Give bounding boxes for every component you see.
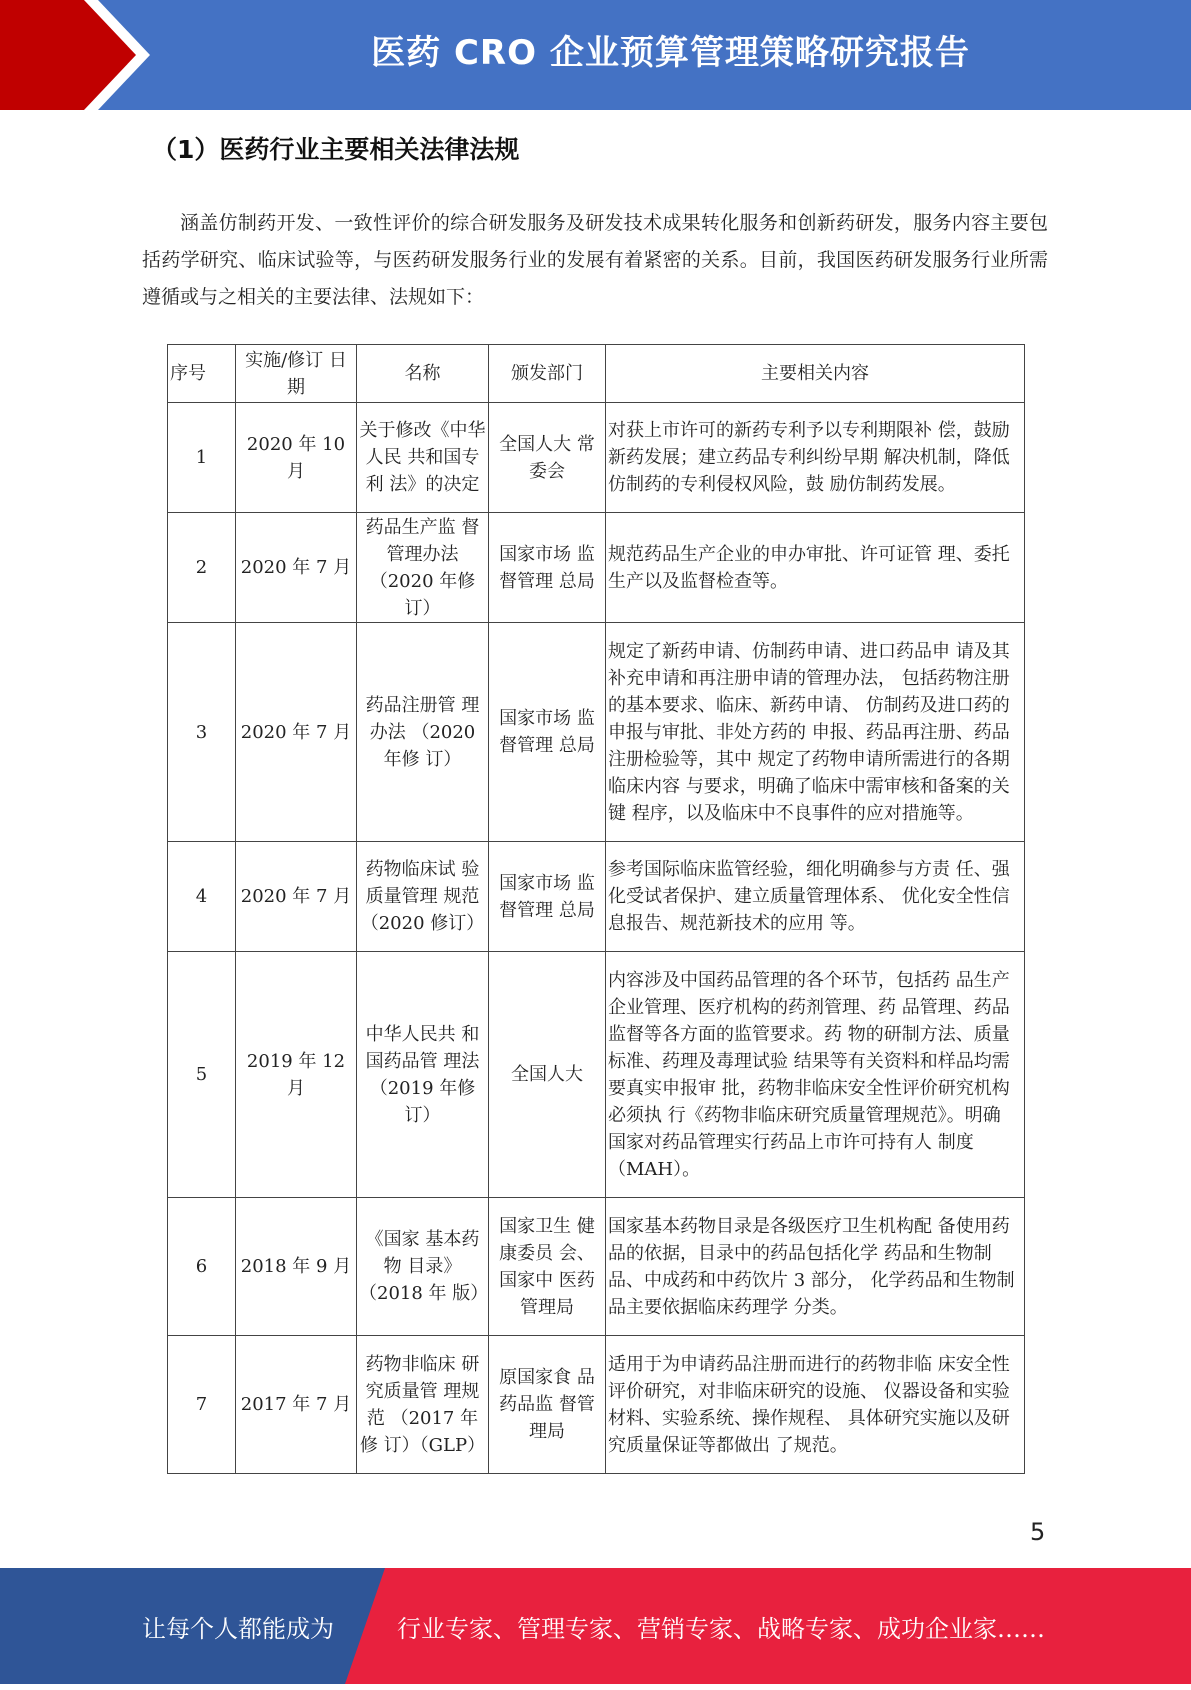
table-row [168,1198,1025,1336]
header-title: 医药 CRO 企业预算管理策略研究报告 [371,33,970,73]
row-dept: 全国人大 常委会 [489,403,606,513]
row-name: 关于修改《中华人民 共和国专利 法》的决定 [357,403,489,513]
row-dept: 原国家食 品药品监 督管理局 [489,1336,606,1474]
row-name: 中华人民共 和国药品管 理法 （2019 年修 订） [357,952,489,1198]
row-content: 内容涉及中国药品管理的各个环节，包括药 品生产企业管理、医疗机构的药剂管理、药 品管理、药品监督等各方面的监管要求。药 物的研制方法、质量标准、药理及毒理试验 结果等有关资料和样品均需要真实申报审 批，药物非临床安全性评价研究机构必须执 行《药物非临床研究质量管理规范》。明确 国家对药品管理实行药品上市许可持有人 制度（MAH）。 [606,952,1025,1198]
table-header-row [168,345,1025,403]
header-no: 序号 [168,345,236,403]
header-date: 实施/修订 日期 [236,345,357,403]
page-number: 5 [1030,1518,1046,1546]
row-date: 2020 年 7 月 [236,513,357,623]
row-no: 3 [168,623,236,842]
row-no: 2 [168,513,236,623]
row-dept: 国家市场 监督管理 总局 [489,623,606,842]
row-date: 2020 年 7 月 [236,623,357,842]
table-row [168,952,1025,1198]
row-dept: 国家卫生 健康委员 会、国家中 医药管理局 [489,1198,606,1336]
row-content: 规定了新药申请、仿制药申请、进口药品申 请及其补充申请和再注册申请的管理办法， 包括药物注册的基本要求、临床、新药申请、 仿制药及进口药的申报与审批、非处方药的 申报、药品再注册、药品注册检验等，其中 规定了药物申请所需进行的各期临床内容 与要求，明确了临床中需审核和备案的关键 程序，以及临床中不良事件的应对措施等。 [606,623,1025,842]
table-row [168,1336,1025,1474]
page-header [0,0,1191,110]
header-name: 名称 [357,345,489,403]
row-no: 1 [168,403,236,513]
header-content: 主要相关内容 [606,345,1025,403]
row-dept: 国家市场 监督管理 总局 [489,513,606,623]
row-content: 参考国际临床监管经验，细化明确参与方责 任、强化受试者保护、建立质量管理体系、 优化安全性信息报告、规范新技术的应用 等。 [606,842,1025,952]
row-no: 6 [168,1198,236,1336]
row-name: 药品生产监 督管理办法 （2020 年修 订） [357,513,489,623]
row-content: 国家基本药物目录是各级医疗卫生机构配 备使用药品的依据，目录中的药品包括化学 药品和生物制品、中成药和中药饮片 3 部分， 化学药品和生物制品主要依据临床药理学 分类。 [606,1198,1025,1336]
section-title: （1）医药行业主要相关法律法规 [152,135,520,164]
row-content: 适用于为申请药品注册而进行的药物非临 床安全性评价研究，对非临床研究的设施、 仪器设备和实验材料、实验系统、操作规程、 具体研究实施以及研究质量保证等都做出 了规范。 [606,1336,1025,1474]
row-date: 2017 年 7 月 [236,1336,357,1474]
table-row [168,513,1025,623]
row-date: 2020 年 10 月 [236,403,357,513]
row-date: 2019 年 12 月 [236,952,357,1198]
table-row [168,403,1025,513]
footer-slogan-left: 让每个人都能成为 [142,1615,334,1643]
footer-slogan-right: 行业专家、管理专家、营销专家、战略专家、成功企业家…… [397,1615,1045,1643]
intro-paragraph: 涵盖仿制药开发、一致性评价的综合研发服务及研发技术成果转化服务和创新药研发，服务内容主要包括药学研究、临床试验等，与医药研发服务行业的发展有着紧密的关系。目前，我国医药研发服务行业所需遵循或与之相关的主要法律、法规如下： [142,212,1048,308]
row-dept: 国家市场 监督管理 总局 [489,842,606,952]
row-name: 药品注册管 理办法 （2020 年修 订） [357,623,489,842]
row-no: 5 [168,952,236,1198]
row-no: 7 [168,1336,236,1474]
row-content: 对获上市许可的新药专利予以专利期限补 偿，鼓励新药发展；建立药品专利纠纷早期 解决机制，降低仿制药的专利侵权风险，鼓 励仿制药发展。 [606,403,1025,513]
regulations-table [167,344,1025,1474]
row-name: 药物临床试 验质量管理 规范（2020 修订） [357,842,489,952]
table-row [168,623,1025,842]
row-content: 规范药品生产企业的申办审批、许可证管 理、委托生产以及监督检查等。 [606,513,1025,623]
row-dept: 全国人大 [489,952,606,1198]
page-footer [0,1568,1191,1684]
row-no: 4 [168,842,236,952]
row-date: 2018 年 9 月 [236,1198,357,1336]
table-row [168,842,1025,952]
row-name: 《国家 基本药物 目录》 （2018 年 版） [357,1198,489,1336]
header-dept: 颁发部门 [489,345,606,403]
row-date: 2020 年 7 月 [236,842,357,952]
row-name: 药物非临床 研究质量管 理规范 （2017 年修 订）（GLP） [357,1336,489,1474]
header-red-arrow-decoration [0,0,160,110]
